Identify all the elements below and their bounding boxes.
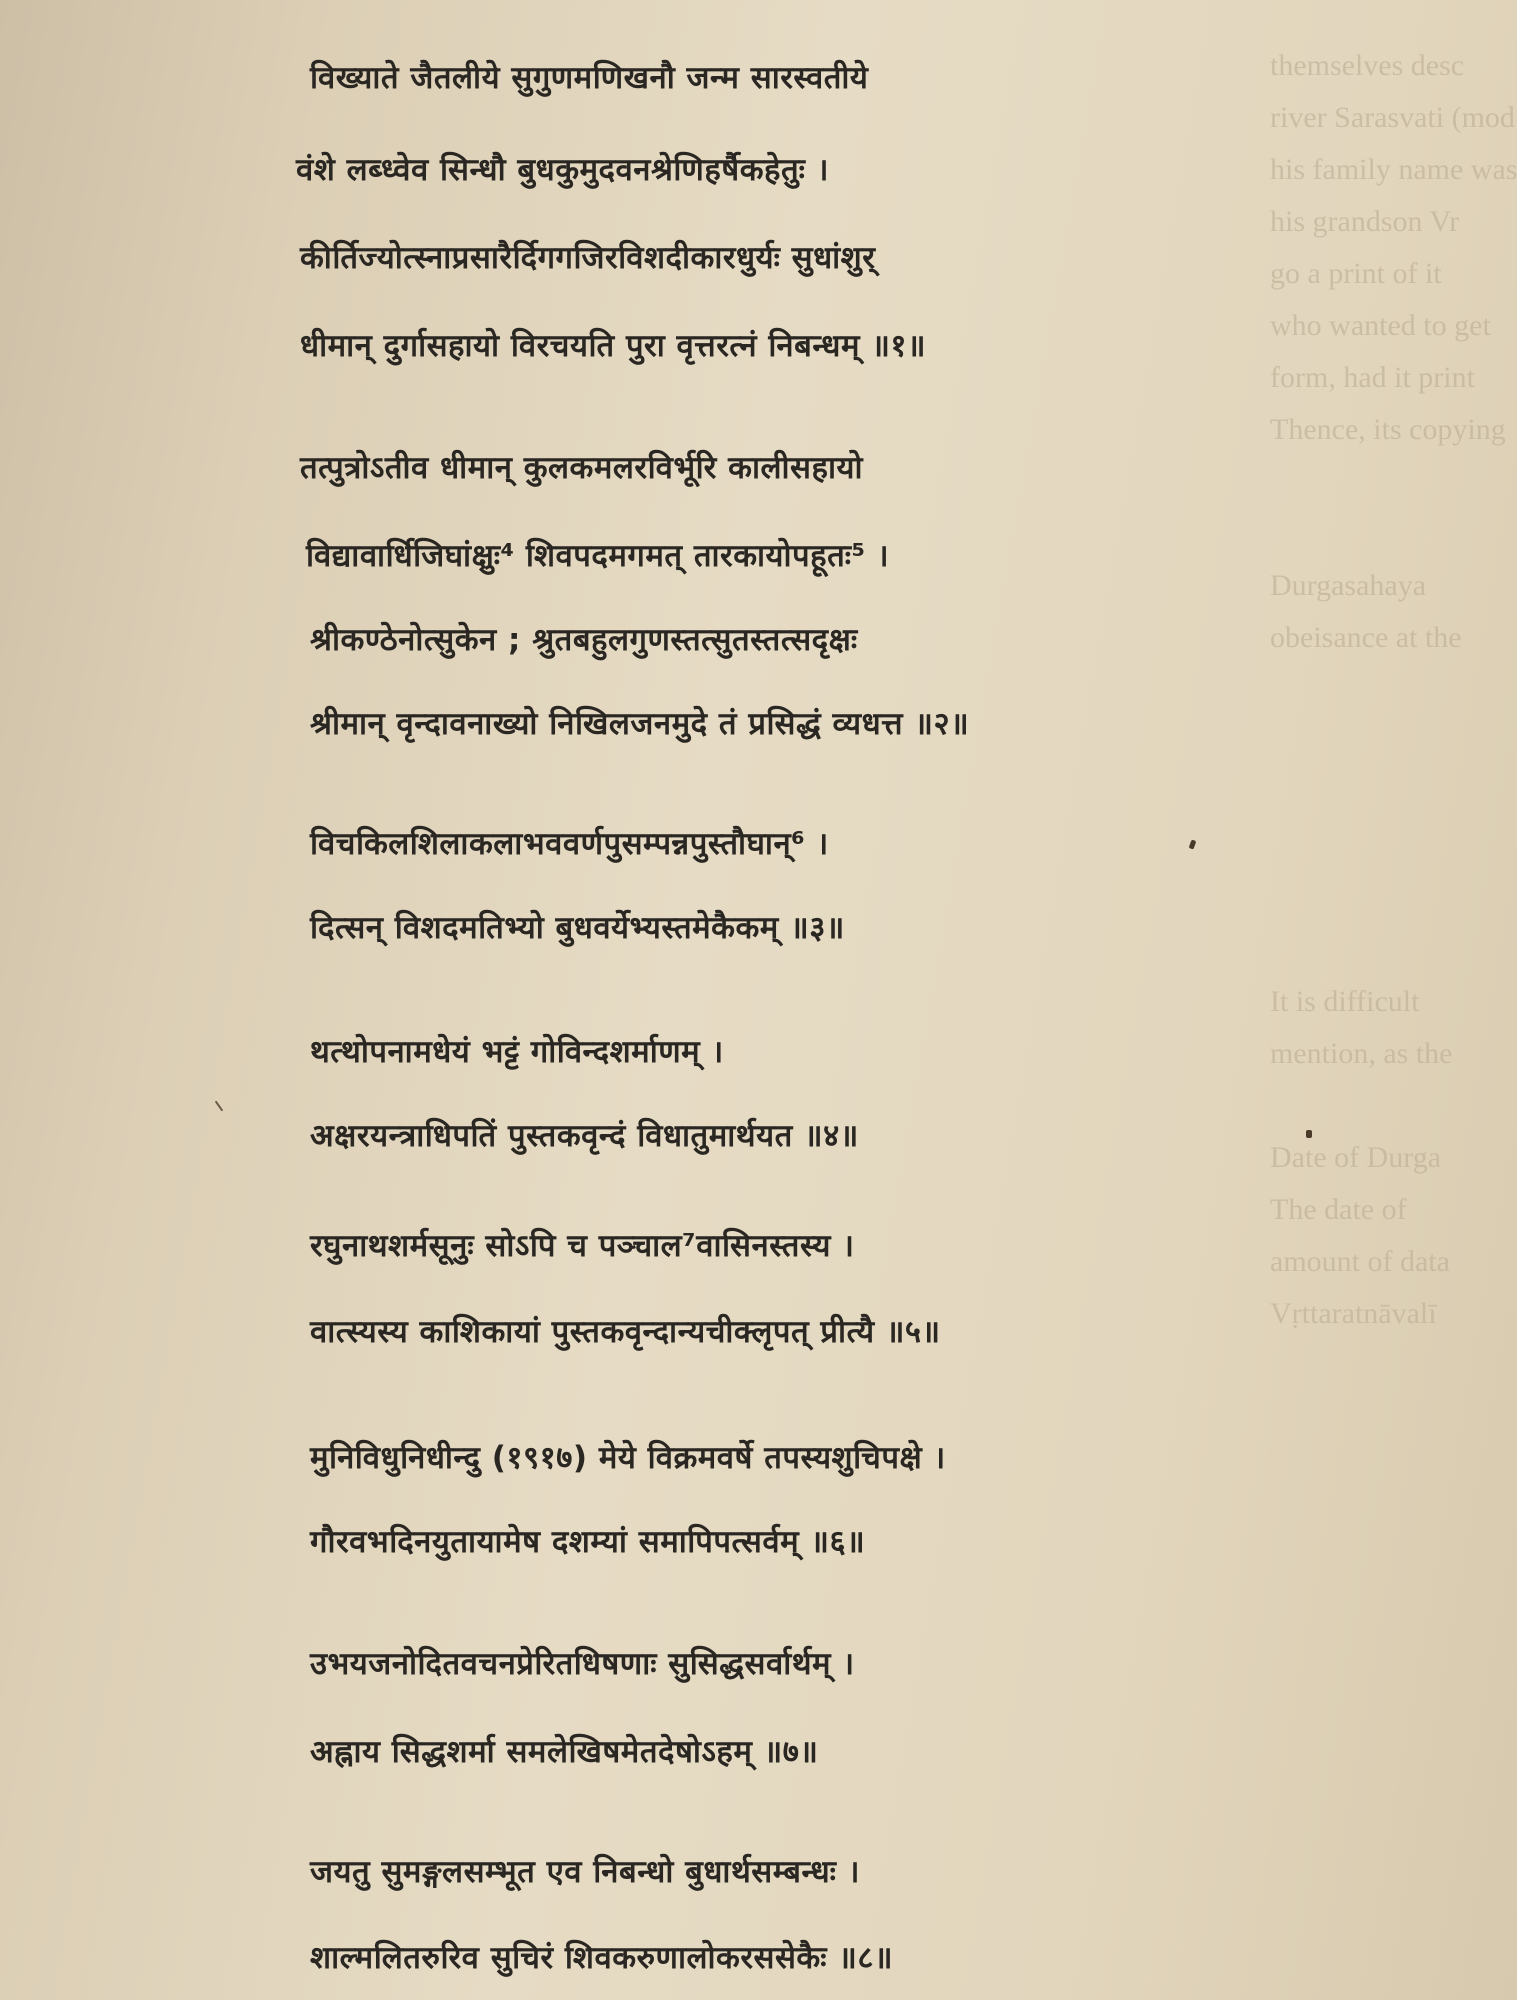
bleed-through-line: Vṛttaratnāvalī [1270,1297,1437,1330]
verse-line: दित्सन् विशदमतिभ्यो बुधवर्येभ्यस्तमेकैकम् ॥३॥ [310,910,845,946]
bleed-through-line: his grandson Vr [1270,205,1460,238]
bleed-through-line: amount of data [1270,1245,1450,1278]
verse-line: तत्पुत्रोऽतीव धीमान् कुलकमलरविर्भूरि कालीसहायो [300,450,863,486]
bleed-through-line: Date of Durga [1270,1141,1442,1174]
verse-line: थत्थोपनामधेयं भट्टं गोविन्दशर्माणम् । [310,1034,724,1070]
bleed-through-line: themselves desc [1270,49,1465,82]
verse-line: श्रीकण्ठेनोत्सुकेन ; श्रुतबहुलगुणस्तत्सुतस्तत्सदृक्षः [310,622,858,658]
verse-line: जयतु सुमङ्गलसम्भूत एव निबन्धो बुधार्थसम्बन्धः । [310,1854,860,1890]
bleed-through-line: Thence, its copying [1270,413,1506,446]
ink-speck [1306,1130,1312,1138]
verse-line: श्रीमान् वृन्दावनाख्यो निखिलजनमुदे तं प्रसिद्धं व्यधत्त ॥२॥ [310,706,970,742]
bleed-through-line: mention, as the [1270,1037,1453,1070]
verse-line: वंशे लब्ध्वेव सिन्धौ बुधकुमुदवनश्रेणिहर्षैकहेतुः । [296,152,829,188]
verse-line: शाल्मलितरुरिव सुचिरं शिवकरुणालोकरससेकैः ॥८॥ [310,1940,894,1976]
verse-line: रघुनाथशर्मसूनुः सोऽपि च पञ्चाल⁷वासिनस्तस्य । [310,1228,855,1264]
verse-line: अह्नाय सिद्धशर्मा समलेखिषमेतदेषोऽहम् ॥७॥ [310,1734,819,1770]
verse-line: कीर्तिज्योत्स्नाप्रसारैर्दिगगजिरविशदीकारधुर्यः सुधांशुर् [300,240,876,276]
verse-line: मुनिविधुनिधीन्दु (१९१७) मेये विक्रमवर्षे तपस्यशुचिपक्षे । [310,1440,946,1476]
bleed-through-line: Durgasahaya [1270,569,1427,602]
verse-line: धीमान् दुर्गासहायो विरचयति पुरा वृत्तरत्नं निबन्धम् ॥१॥ [300,328,927,364]
verse-line: विद्यावार्धिजिघांक्षुः⁴ शिवपदमगमत् तारकायोपहूतः⁵ । [306,538,890,574]
bleed-through-line: It is difficult [1270,985,1420,1018]
bleed-through-line: The date of [1270,1193,1407,1226]
verse-line: गौरवभदिनयुतायामेष दशम्यां समापिपत्सर्वम् ॥६॥ [310,1524,866,1560]
verse-line: उभयजनोदितवचनप्रेरितधिषणाः सुसिद्धसर्वार्थम् । [310,1646,855,1682]
bleed-through-line: form, had it print [1270,361,1475,394]
verse-line: विख्याते जैतलीये सुगुणमणिखनौ जन्म सारस्वतीये [310,60,869,96]
bleed-through-line: river Sarasvati (mod [1270,101,1515,134]
verse-line: अक्षरयन्त्राधिपतिं पुस्तकवृन्दं विधातुमार्थयत ॥४॥ [310,1118,859,1154]
bleed-through-line: obeisance at the [1270,621,1462,654]
bleed-through-line: who wanted to get [1270,309,1491,342]
bleed-through-line: his family name was [1270,153,1517,186]
bleed-through-line: go a print of it [1270,257,1442,290]
verse-line: वात्स्यस्य काशिकायां पुस्तकवृन्दान्यचीक्लृपत् प्रीत्यै ॥५॥ [310,1314,941,1350]
verse-line: विचकिलशिलाकलाभववर्णपुसम्पन्नपुस्तौघान्⁶ । [310,826,829,862]
